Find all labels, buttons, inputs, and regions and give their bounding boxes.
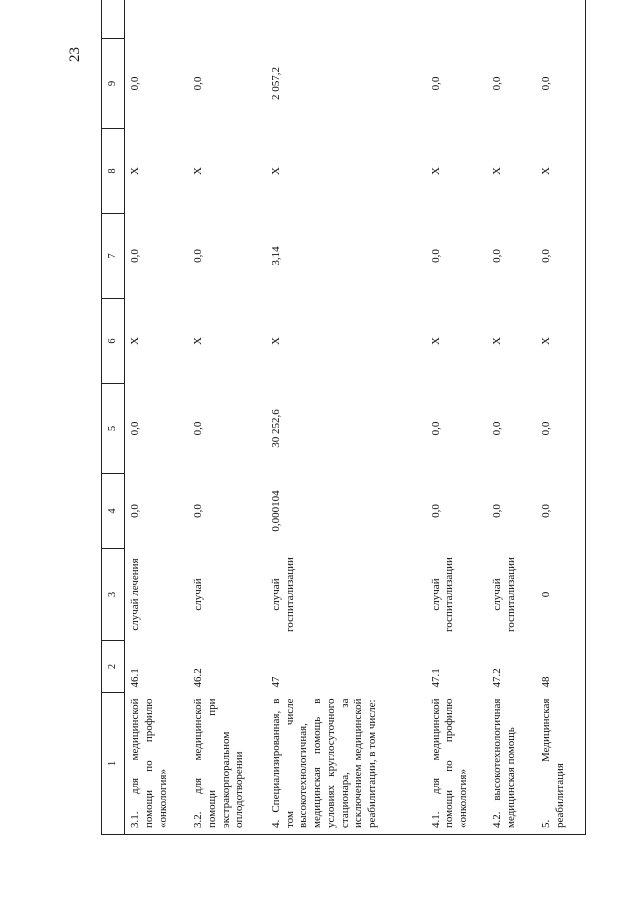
- rotated-table-container: [101, 35, 586, 835]
- cell-col5: 30 252,6: [269, 409, 282, 448]
- cell-col6: X: [536, 299, 585, 384]
- cell-col6: X: [429, 337, 442, 345]
- cell-col4: 0,0: [129, 504, 141, 518]
- cell-col10: [536, 0, 585, 39]
- cell-col10: [188, 0, 266, 39]
- cell-col7: 0,0: [192, 249, 204, 263]
- table-row: [188, 0, 266, 835]
- cell-col6: X: [491, 337, 504, 345]
- table-row: [536, 0, 585, 835]
- cell-col5: 0,0: [491, 421, 504, 436]
- table-row: [426, 0, 487, 835]
- cell-col8: X: [192, 167, 204, 175]
- row-name: 3.1. для медицинской помощи по профилю «онкология»: [125, 693, 189, 835]
- col-number: 4: [102, 474, 125, 549]
- cell-col10: [487, 0, 536, 39]
- table-row: [266, 0, 426, 835]
- col-number: [102, 0, 125, 39]
- cell-col5: 0,0: [429, 421, 442, 436]
- row-name: 4.2. высокотехнологичная медицинская помощь: [487, 693, 536, 835]
- cell-col9: 0,0: [129, 76, 141, 91]
- cell-col6: X: [192, 337, 204, 345]
- data-table: [101, 0, 586, 835]
- cell-col10: [125, 0, 189, 39]
- cell-col5: 0,0: [129, 421, 141, 436]
- row-code: 48: [536, 641, 585, 693]
- col-number: 6: [102, 299, 125, 384]
- row-name: 5. Медицинская реабилитация: [536, 693, 585, 835]
- table-row: [125, 0, 189, 835]
- cell-col10: [426, 0, 487, 39]
- row-code: 47.1: [429, 668, 442, 688]
- col-number: 8: [102, 129, 125, 214]
- table-header: [102, 0, 125, 835]
- row-unit: случай госпитализации: [429, 557, 456, 632]
- cell-col10: [266, 0, 426, 39]
- cell-col7: 0,0: [491, 249, 504, 263]
- cell-col9: 0,0: [429, 76, 442, 91]
- cell-col7: 0,0: [429, 249, 442, 263]
- row-name: 3.2. для медицинской помощи при экстракорпоральном оплодотворении: [188, 693, 266, 835]
- cell-col8: X: [129, 167, 141, 175]
- cell-col5: 0,0: [192, 421, 204, 436]
- row-code: 47.2: [491, 668, 504, 688]
- row-code: 46.1: [129, 668, 141, 688]
- page-number: 23: [67, 47, 83, 62]
- column-number-row: [102, 0, 125, 835]
- row-code: 46.2: [192, 668, 204, 688]
- cell-col5: 0,0: [536, 384, 585, 474]
- row-unit: случай госпитализации: [269, 557, 296, 632]
- col-number: 9: [102, 39, 125, 129]
- row-unit: 0: [536, 549, 585, 641]
- cell-col8: X: [491, 167, 504, 175]
- cell-col4: 0,0: [491, 504, 504, 518]
- col-number: 5: [102, 384, 125, 474]
- cell-col8: X: [429, 167, 442, 175]
- cell-col4: 0,0: [192, 504, 204, 518]
- cell-col9: 2 057,2: [269, 67, 282, 100]
- cell-col8: X: [536, 129, 585, 214]
- col-number: 7: [102, 214, 125, 299]
- row-code: 47: [269, 676, 282, 688]
- cell-col9: 0,0: [536, 39, 585, 129]
- cell-col9: 0,0: [192, 76, 204, 91]
- cell-col6: X: [269, 337, 282, 345]
- cell-col7: 0,0: [536, 214, 585, 299]
- cell-col4: 0,0: [429, 504, 442, 518]
- row-name: 4. Специализированная, в том числе высокотехнологичная, медицинская помощь в условиях круглосуточного стационара, за исключением медицинской реабилитации, в том числе:: [266, 693, 426, 835]
- row-unit: случай лечения: [129, 558, 141, 631]
- col-number: 1: [102, 693, 125, 835]
- cell-col6: X: [129, 337, 141, 345]
- table-row: [487, 0, 536, 835]
- row-unit: случай госпитализации: [491, 557, 517, 632]
- row-unit: случай: [192, 578, 204, 611]
- row-name: 4.1. для медицинской помощи по профилю «онкология»: [426, 693, 487, 835]
- col-number: 2: [102, 641, 125, 693]
- cell-col7: 0,0: [129, 249, 141, 263]
- cell-col4: 0,000104: [269, 490, 282, 532]
- cell-col9: 0,0: [491, 76, 504, 91]
- col-number: 3: [102, 549, 125, 641]
- cell-col7: 3,14: [269, 246, 282, 266]
- cell-col8: X: [269, 167, 282, 175]
- cell-col4: 0,0: [536, 474, 585, 549]
